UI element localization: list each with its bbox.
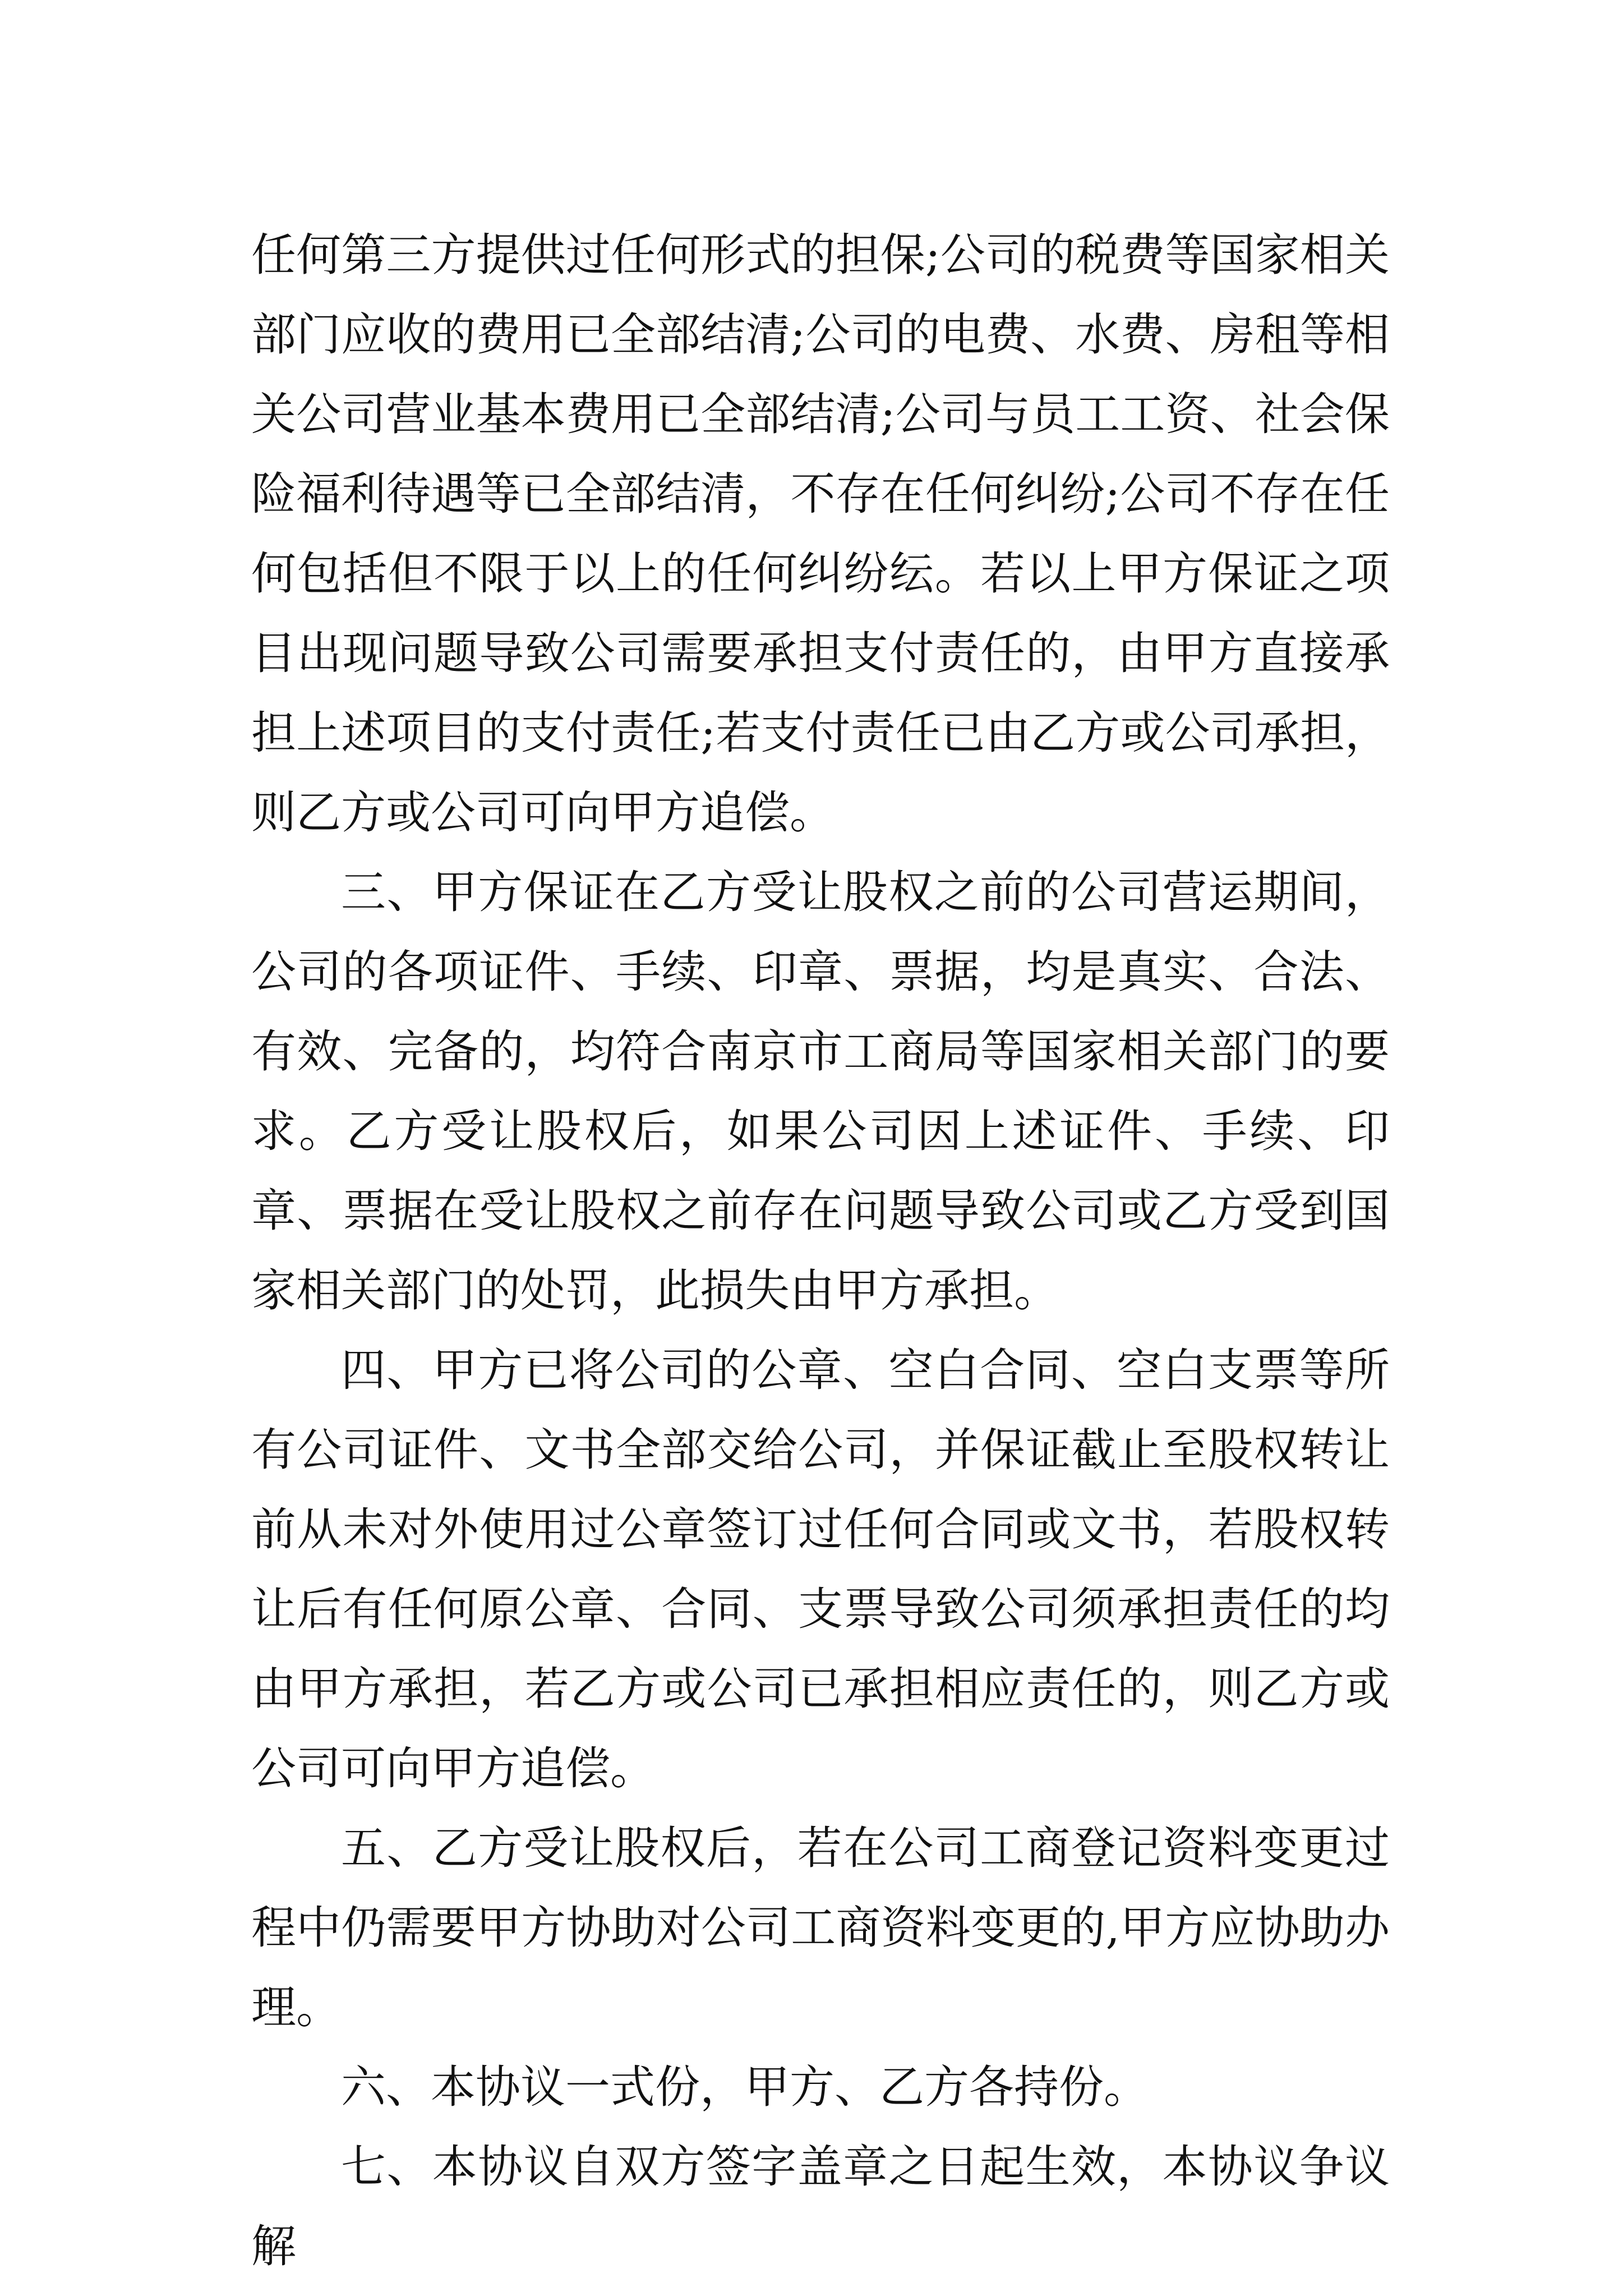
paragraph-clause-6: 六、本协议一式份，甲方、乙方各持份。 [341, 2061, 1149, 2113]
paragraph-continued: 任何第三方提供过任何形式的担保;公司的税费等国家相关部门应收的费用已全部结清;公司的电费、水费、房租等相关公司营业基本费用已全部结清;公司与员工工资、社会保险福利待遇等已全部结清，不存在任何纠纷;公司不存在任何包括但不限于以上的任何纠纷纭。若以上甲方保证之项目出现问题导致公司需要承担支付责任的，由甲方直接承担上述项目的支付责任;若支付责任已由乙方或公司承担，则乙方或公司可向甲方追偿。 [251, 229, 1390, 839]
paragraph-clause-4: 四、甲方已将公司的公章、空白合同、空白支票等所有公司证件、文书全部交给公司，并保证截止至股权转让前从未对外使用过公章签订过任何合同或文书，若股权转让后有任何原公章、合同、支票导致公司须承担责任的均由甲方承担，若乙方或公司已承担相应责任的，则乙方或公司可向甲方追偿。 [251, 1344, 1390, 1795]
document-body [251, 215, 1390, 2286]
paragraph-clause-7: 七、本协议自双方签字盖章之日起生效，本协议争议解 [251, 2141, 1390, 2272]
paragraph-clause-3: 三、甲方保证在乙方受让股权之前的公司营运期间，公司的各项证件、手续、印章、票据，均是真实、合法、有效、完备的，均符合南京市工商局等国家相关部门的要求。乙方受让股权后，如果公司因上述证件、手续、印章、票据在受让股权之前存在问题导致公司或乙方受到国家相关部门的处罚，此损失由甲方承担。 [251, 866, 1390, 1317]
paragraph-clause-5: 五、乙方受让股权后，若在公司工商登记资料变更过程中仍需要甲方协助对公司工商资料变更的,甲方应协助办理。 [251, 1822, 1390, 2033]
